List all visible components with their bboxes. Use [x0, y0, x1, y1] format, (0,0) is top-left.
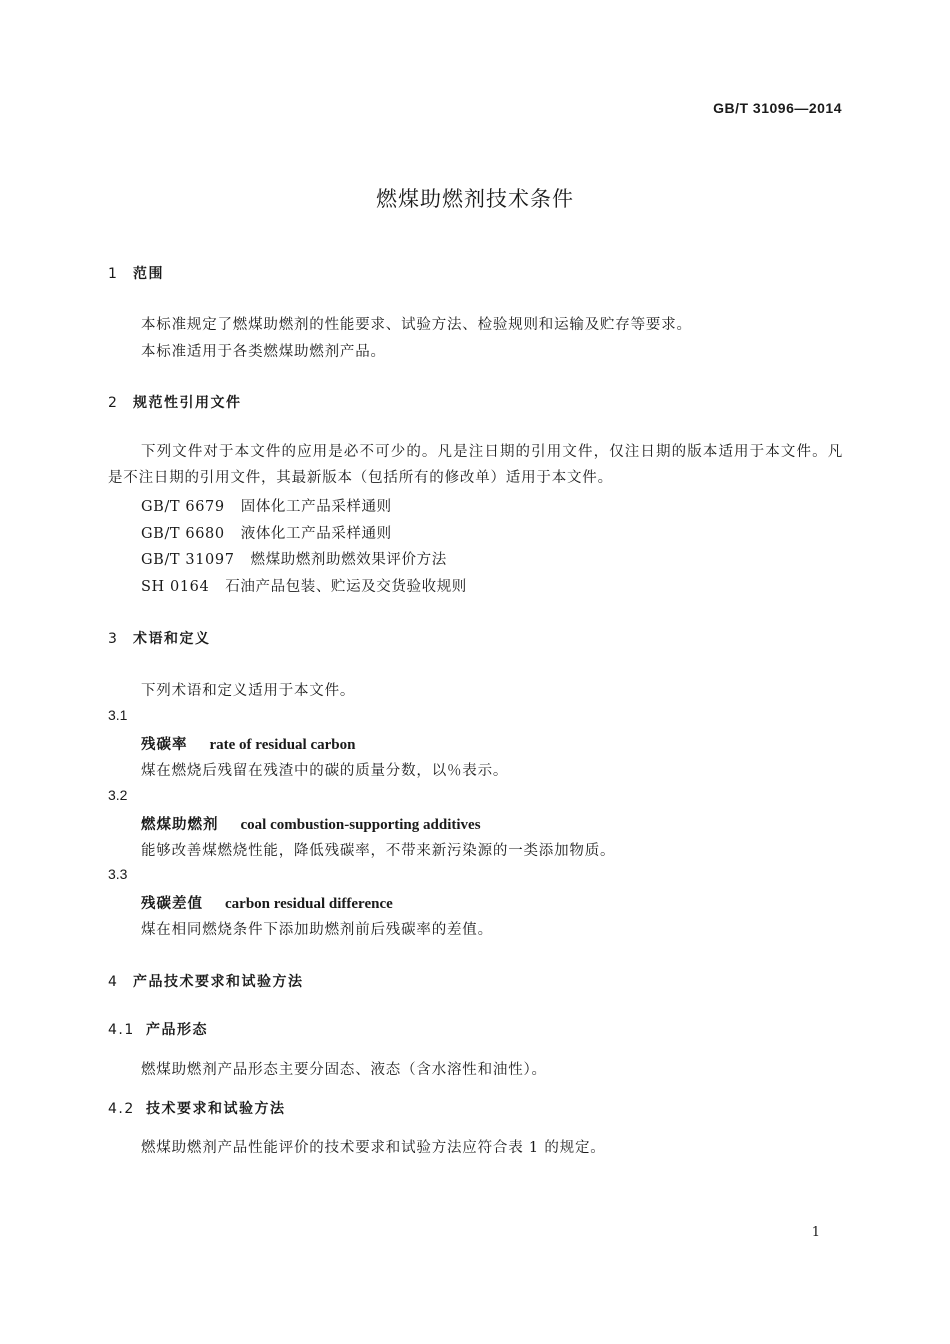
- section-number: 2: [108, 395, 119, 411]
- reference-title: 燃煤助燃剂助燃效果评价方法: [250, 552, 447, 568]
- reference-item: [141, 575, 467, 596]
- reference-code: GB/T 31097: [141, 552, 235, 568]
- document-title: 燃煤助燃剂技术条件: [376, 187, 574, 211]
- reference-item: [141, 495, 392, 516]
- paragraph: 本标准适用于各类燃煤助燃剂产品。: [141, 344, 386, 360]
- term-number: 3.2: [108, 787, 128, 803]
- term-en: carbon residual difference: [225, 896, 393, 912]
- paragraph: 本标准规定了燃煤助燃剂的性能要求、试验方法、检验规则和运输及贮存等要求。: [141, 317, 692, 333]
- term-number: 3.3: [108, 866, 128, 882]
- section-3-heading: [108, 628, 211, 648]
- page-number: 1: [811, 1225, 820, 1240]
- term-heading: [141, 733, 355, 754]
- reference-title: 石油产品包装、贮运及交货验收规则: [225, 579, 467, 595]
- section-title: 规范性引用文件: [133, 395, 242, 411]
- section-1-heading: [108, 263, 164, 283]
- reference-title: 固体化工产品采样通则: [240, 499, 392, 515]
- section-2-heading: [108, 392, 242, 412]
- subsection-4-2-heading: [108, 1098, 286, 1118]
- term-zh: 残碳率: [141, 737, 188, 753]
- term-en: rate of residual carbon: [209, 737, 356, 753]
- section-title: 范围: [133, 266, 164, 282]
- reference-code: SH 0164: [141, 579, 210, 595]
- reference-item: [141, 548, 447, 569]
- reference-item: [141, 522, 392, 543]
- term-en: coal combustion-supporting additives: [240, 817, 481, 833]
- subsection-title: 产品形态: [146, 1022, 208, 1038]
- section-title: 术语和定义: [133, 631, 211, 647]
- section-number: 3: [108, 631, 119, 647]
- subsection-title: 技术要求和试验方法: [146, 1101, 286, 1117]
- reference-code: GB/T 6679: [141, 499, 225, 515]
- paragraph: 燃煤助燃剂产品性能评价的技术要求和试验方法应符合表 1 的规定。: [141, 1140, 606, 1156]
- term-number: 3.1: [108, 707, 128, 723]
- reference-code: GB/T 6680: [141, 526, 225, 542]
- paragraph: 燃煤助燃剂产品形态主要分固态、液态（含水溶性和油性）。: [141, 1062, 547, 1078]
- subsection-number: 4.1: [108, 1022, 135, 1038]
- term-definition: 煤在燃烧后残留在残渣中的碳的质量分数，以％表示。: [141, 763, 509, 779]
- reference-title: 液体化工产品采样通则: [240, 526, 392, 542]
- term-zh: 燃煤助燃剂: [141, 817, 219, 833]
- section-4-heading: [108, 971, 304, 991]
- subsection-4-1-heading: [108, 1019, 208, 1039]
- subsection-number: 4.2: [108, 1101, 135, 1117]
- term-definition: 煤在相同燃烧条件下添加助燃剂前后残碳率的差值。: [141, 922, 493, 938]
- term-zh: 残碳差值: [141, 896, 203, 912]
- section-number: 4: [108, 974, 119, 990]
- term-heading: [141, 813, 481, 834]
- section-number: 1: [108, 266, 119, 282]
- term-heading: [141, 892, 393, 913]
- standard-number: GB/T 31096—2014: [713, 100, 842, 116]
- paragraph: 下列术语和定义适用于本文件。: [141, 683, 356, 699]
- term-definition: 能够改善煤燃烧性能，降低残碳率，不带来新污染源的一类添加物质。: [141, 843, 616, 859]
- section-2-intro: 下列文件对于本文件的应用是必不可少的。凡是注日期的引用文件，仅注日期的版本适用于本文件。凡是不注日期的引用文件，其最新版本（包括所有的修改单）适用于本文件。: [108, 444, 843, 486]
- section-title: 产品技术要求和试验方法: [133, 974, 304, 990]
